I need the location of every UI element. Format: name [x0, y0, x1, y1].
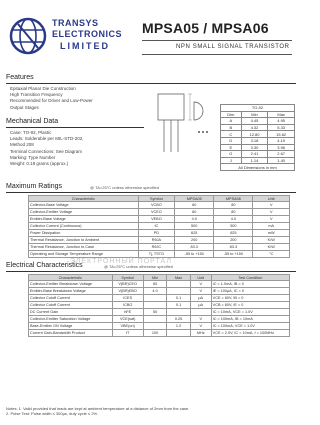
dimensions-row — [221, 157, 295, 164]
table-cell: VCE(sat) — [112, 316, 143, 323]
table-row — [29, 237, 290, 244]
dimensions-cell: E — [221, 144, 242, 151]
max-ratings-table — [28, 195, 290, 258]
dimensions-cell: 3.18 — [241, 137, 268, 144]
dimensions-cell: B — [221, 124, 242, 131]
table-row — [29, 223, 290, 230]
table-cell: 83.3 — [214, 244, 253, 251]
watermark: ЭЛЕКТРОННЫЙ ПОРТАЛ — [70, 258, 172, 265]
table-cell: MHz — [190, 330, 211, 337]
table-cell: 60 — [143, 281, 166, 288]
dimensions-cell: 1.40 — [268, 157, 295, 164]
table-cell: mW — [253, 230, 290, 237]
table-cell: VCE = 60V, IB = 0 — [211, 295, 289, 302]
table-cell: 100 — [143, 330, 166, 337]
table-row — [29, 295, 290, 302]
table-cell: V — [253, 202, 290, 209]
table-cell — [143, 295, 166, 302]
max-ratings-subheading: @ TA=25°C unless otherwise specified — [90, 185, 159, 190]
part-title: MPSA05 / MPSA06 — [142, 20, 269, 36]
dimensions-row — [221, 131, 295, 138]
table-cell — [167, 309, 190, 316]
table-header-cell: Test Condition — [211, 275, 289, 281]
table-cell: 60 — [175, 202, 214, 209]
table-cell: Collector-Base Voltage — [29, 202, 139, 209]
table-row — [29, 244, 290, 251]
table-cell: V(BR)CEO — [112, 281, 143, 288]
table-cell — [143, 316, 166, 323]
table-cell: IC = 100mA, IB = 10mA — [211, 316, 289, 323]
table-cell: V — [190, 316, 211, 323]
dimensions-cell: 4.19 — [268, 137, 295, 144]
logo-line-2: ELECTRONICS — [52, 29, 123, 39]
table-cell: VCEO — [138, 209, 175, 216]
table-header-cell: Symbol — [138, 196, 175, 202]
table-cell: IE = 100µA, IC = 0 — [211, 288, 289, 295]
dimensions-cell: C — [221, 131, 242, 138]
table-cell: Collector-Emitter Saturation Voltage — [29, 316, 113, 323]
dimensions-cell: 2.67 — [268, 151, 295, 158]
logo-line-1: TRANSYS — [52, 18, 99, 28]
table-cell: 4.0 — [175, 216, 214, 223]
electrical-heading: Electrical Characteristics — [6, 262, 83, 269]
table-cell: ICES — [112, 295, 143, 302]
dimensions-header: Dim — [221, 111, 242, 118]
mechanical-divider — [6, 127, 144, 128]
table-cell: Collector Cutoff Current — [29, 302, 113, 309]
table-header-cell: Symbol — [112, 275, 143, 281]
table-cell: 200 — [214, 237, 253, 244]
dimensions-row — [221, 124, 295, 131]
table-cell: IC = 1.0mA, IB = 0 — [211, 281, 289, 288]
table-cell: ICBO — [112, 302, 143, 309]
table-row — [29, 209, 290, 216]
table-header-cell: Min — [143, 275, 166, 281]
to92-package-drawing — [150, 90, 210, 160]
table-row — [29, 330, 290, 337]
table-cell: Tj, TSTG — [138, 251, 175, 258]
table-cell: 500 — [214, 223, 253, 230]
dimensions-cell: D — [221, 137, 242, 144]
table-cell: V — [190, 281, 211, 288]
table-cell: °C — [253, 251, 290, 258]
table-cell: 0.1 — [167, 295, 190, 302]
mechanical-item: Case: TO-92, Plastic — [10, 130, 52, 135]
table-cell — [167, 330, 190, 337]
table-cell: K/W — [253, 237, 290, 244]
table-cell — [143, 323, 166, 330]
table-header-cell: MPSA05 — [175, 196, 214, 202]
table-cell: 60 — [175, 209, 214, 216]
table-cell: Operating and Storage Temperature Range — [29, 251, 139, 258]
electrical-table — [28, 274, 290, 337]
feature-item: High Transition Frequency — [10, 92, 63, 98]
mechanical-item: Leads: Solderable per MIL-STD-202, — [10, 136, 84, 142]
max-ratings-heading: Maximum Ratings — [6, 183, 63, 190]
dimensions-cell: G — [221, 151, 242, 158]
table-row — [29, 302, 290, 309]
table-cell: V — [190, 288, 211, 295]
dimensions-header: Max — [268, 111, 295, 118]
mechanical-item: Marking: Type Number — [10, 154, 56, 160]
table-cell: 50 — [143, 309, 166, 316]
table-cell: IC — [138, 223, 175, 230]
dimensions-cell: 15.62 — [268, 131, 295, 138]
table-cell: IC = 100mA, VCE = 1.0V — [211, 323, 289, 330]
title-divider — [142, 40, 292, 41]
table-cell: 80 — [214, 202, 253, 209]
dimensions-table — [220, 104, 295, 171]
table-cell — [167, 281, 190, 288]
feature-item: Epitaxial Planar Die Construction — [10, 86, 76, 91]
table-cell: Emitter-Base Voltage — [29, 216, 139, 223]
mechanical-item: Terminal Connections: See Diagram — [10, 148, 83, 154]
table-row — [29, 216, 290, 223]
dimensions-row — [221, 137, 295, 144]
table-header-cell: Characteristic — [29, 196, 139, 202]
mechanical-item: Method 208 — [10, 142, 34, 148]
dimensions-cell: A — [221, 118, 242, 125]
logo-line-3: LIMITED — [60, 41, 110, 51]
logo-globe-icon — [8, 16, 48, 56]
dimensions-cell: 3.96 — [268, 144, 295, 151]
table-cell: Base-Emitter ON Voltage — [29, 323, 113, 330]
table-cell: -55 to +150 — [175, 251, 214, 258]
table-cell: 83.3 — [175, 244, 214, 251]
features-heading: Features — [6, 74, 34, 81]
table-cell: Thermal Resistance, Junction to Case — [29, 244, 139, 251]
table-cell: 1.2 — [167, 323, 190, 330]
features-list — [10, 86, 140, 111]
table-cell: RθJA — [138, 237, 175, 244]
dimensions-row — [221, 144, 295, 151]
mechanical-list — [10, 130, 145, 167]
table-cell: VCB = 60V, IE = 0 — [211, 302, 289, 309]
table-cell: 4.0 — [214, 216, 253, 223]
table-row — [29, 281, 290, 288]
table-cell: Power Dissipation — [29, 230, 139, 237]
table-cell: 0.25 — [167, 316, 190, 323]
table-cell: 4.0 — [143, 288, 166, 295]
table-cell: fT — [112, 330, 143, 337]
table-cell: PD — [138, 230, 175, 237]
part-subtitle: NPN SMALL SIGNAL TRANSISTOR — [176, 44, 290, 50]
table-cell: hFE — [112, 309, 143, 316]
table-cell: Collector-Emitter Breakdown Voltage — [29, 281, 113, 288]
table-cell: K/W — [253, 244, 290, 251]
dimensions-cell: 5.33 — [268, 124, 295, 131]
table-row — [29, 230, 290, 237]
max-ratings-divider — [6, 192, 296, 193]
table-header-cell: MPSA06 — [214, 196, 253, 202]
table-cell: Current Gain-Bandwidth Product — [29, 330, 113, 337]
table-header-cell: Unit — [253, 196, 290, 202]
dimensions-cell: 4.95 — [268, 118, 295, 125]
table-row — [29, 251, 290, 258]
dimensions-header: Min — [241, 111, 268, 118]
dimensions-cell: 12.80 — [241, 131, 268, 138]
table-cell: IC = 10mA, VCE = 1.0V — [211, 309, 289, 316]
company-logo — [8, 14, 138, 60]
table-cell: Collector Current (Continuous) — [29, 223, 139, 230]
dimensions-cell: 1.14 — [241, 157, 268, 164]
features-divider — [6, 83, 296, 84]
feature-item: Output Stages — [10, 104, 39, 110]
table-cell: mA — [253, 223, 290, 230]
table-cell: Collector-Emitter Voltage — [29, 209, 139, 216]
table-header-cell: Max — [167, 275, 190, 281]
electrical-divider — [6, 271, 296, 272]
table-cell: 500 — [175, 223, 214, 230]
dimensions-cell: 4.32 — [241, 124, 268, 131]
dimensions-cell: 3.30 — [241, 144, 268, 151]
table-cell: 0.1 — [167, 302, 190, 309]
table-cell — [190, 309, 211, 316]
table-row — [29, 202, 290, 209]
dimensions-cell: 2.41 — [241, 151, 268, 158]
table-cell — [167, 288, 190, 295]
table-cell: 625 — [214, 230, 253, 237]
table-cell: Emitter-Base Breakdown Voltage — [29, 288, 113, 295]
table-row — [29, 309, 290, 316]
dimensions-row — [221, 151, 295, 158]
table-cell: VCE = 2.0V, IC = 10mA, f = 100MHz — [211, 330, 289, 337]
table-row — [29, 288, 290, 295]
table-cell: V(BR)EBO — [112, 288, 143, 295]
table-cell: DC Current Gain — [29, 309, 113, 316]
table-row — [29, 316, 290, 323]
table-cell — [143, 302, 166, 309]
table-cell: V — [190, 323, 211, 330]
table-cell: 80 — [214, 209, 253, 216]
table-cell: µA — [190, 302, 211, 309]
feature-item: Recommended for Driver and Low-Power — [10, 98, 93, 104]
table-cell: 625 — [175, 230, 214, 237]
table-cell: 200 — [175, 237, 214, 244]
dimensions-row — [221, 118, 295, 125]
table-cell: Collector Cutoff Current — [29, 295, 113, 302]
table-cell: Thermal Resistance, Junction to Ambient — [29, 237, 139, 244]
dimensions-cell: J — [221, 157, 242, 164]
table-cell: VEBO — [138, 216, 175, 223]
mechanical-item: Weight: 0.18 grams (approx.) — [10, 161, 69, 167]
subtitle-divider — [142, 54, 292, 55]
note-line: Notes: 1. Valid provided that leads are kept at ambient temperature at a distance of 2mm from the case. — [6, 406, 190, 411]
dimensions-footer: All Dimensions in mm — [221, 164, 295, 171]
mechanical-heading: Mechanical Data — [6, 118, 59, 125]
note-line: 2. Pulse Test: Pulse width ≤ 300µs, duty cycle ≤ 2%. — [6, 411, 99, 416]
table-cell: RθJC — [138, 244, 175, 251]
table-row — [29, 323, 290, 330]
dimensions-title: TO-92 — [221, 105, 295, 112]
electrical-subheading: @ TA=25°C unless otherwise specified — [104, 264, 173, 269]
table-cell: µA — [190, 295, 211, 302]
table-header-cell: Characteristic — [29, 275, 113, 281]
table-cell: V — [253, 209, 290, 216]
table-header-cell: Unit — [190, 275, 211, 281]
table-cell: VBE(on) — [112, 323, 143, 330]
table-cell: V — [253, 216, 290, 223]
notes — [6, 406, 296, 416]
table-cell: VCBO — [138, 202, 175, 209]
dimensions-cell: 4.45 — [241, 118, 268, 125]
table-cell: -55 to +150 — [214, 251, 253, 258]
